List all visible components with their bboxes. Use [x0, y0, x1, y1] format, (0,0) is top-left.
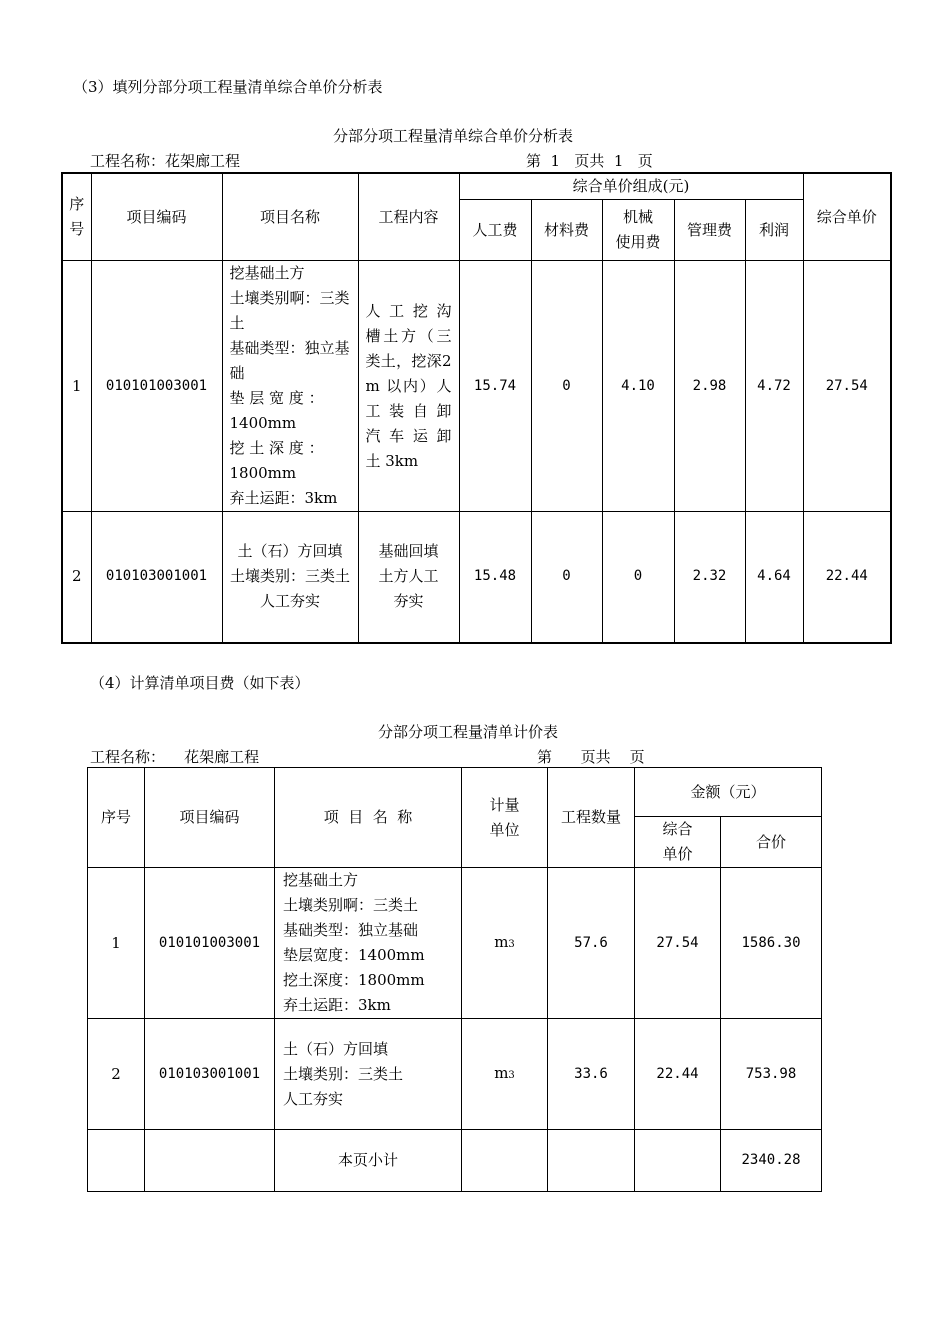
- section4-heading: （4）计算清单项目费（如下表）: [90, 674, 310, 692]
- row1-profit: 4.72: [745, 261, 803, 512]
- header-name: 项目名称: [222, 173, 358, 261]
- header2-unit-price: 综合 单价: [635, 817, 721, 868]
- t2-row2-unit-sup: 3: [508, 1069, 515, 1081]
- subtotal-empty-cell: [88, 1130, 145, 1192]
- header2-code: 项目编码: [145, 768, 275, 868]
- t2-row1-unit-text: m: [494, 932, 509, 951]
- t2-row1-code: 010101003001: [145, 868, 275, 1019]
- row2-labor: 15.48: [459, 512, 531, 643]
- subtotal-row: [88, 1130, 822, 1192]
- table-row: [62, 512, 891, 643]
- row2-code: 010103001001: [91, 512, 222, 643]
- row1-content: 人 工 挖 沟 槽土方（三类土，挖深2m 以内）人工 装 自 卸 汽 车 运 卸土 3km: [358, 261, 459, 512]
- header2-amount: 金额（元）: [635, 768, 822, 817]
- row1-code: 010101003001: [91, 261, 222, 512]
- header-unit-price: 综合单价: [803, 173, 891, 261]
- t2-row1-seq: 1: [88, 868, 145, 1019]
- header-material: 材料费: [531, 200, 602, 261]
- t2-row2-unit: [462, 1019, 548, 1130]
- row2-content: 基础回填 土方人工 夯实: [358, 512, 459, 643]
- row1-unit-price: 27.54: [803, 261, 891, 512]
- row1-management: 2.98: [674, 261, 745, 512]
- subtotal-label: 本页小计: [275, 1130, 462, 1192]
- table1-title: 分部分项工程量清单综合单价分析表: [333, 127, 574, 145]
- t2-row2-unit-text: m: [494, 1063, 509, 1082]
- table1-page-info: 第 1 页共 1 页: [526, 152, 653, 170]
- t2-row1-unit-sup: 3: [508, 938, 515, 950]
- header-composition: 综合单价组成(元): [459, 173, 803, 200]
- t2-row2-name: 土（石）方回填 土壤类别：三类土 人工夯实: [275, 1019, 462, 1130]
- bill-pricing-table: [87, 767, 822, 1192]
- unit-price-analysis-table: [61, 172, 892, 644]
- table-row: [62, 261, 891, 512]
- row1-labor: 15.74: [459, 261, 531, 512]
- table2-title: 分部分项工程量清单计价表: [378, 723, 559, 741]
- t2-row1-name: 挖基础土方 土壤类别啊：三类土 基础类型：独立基础 垫层宽度：1400mm 挖土深度：1800mm 弃土运距：3km: [275, 868, 462, 1019]
- header2-name: 项 目 名 称: [275, 768, 462, 868]
- table2-project-label: 工程名称： 花架廊工程: [90, 748, 260, 766]
- row1-machine: 4.10: [602, 261, 674, 512]
- header2-seq: 序号: [88, 768, 145, 868]
- t2-row1-unit: [462, 868, 548, 1019]
- header2-total: 合价: [721, 817, 822, 868]
- table2-page-info: 第 页共 页: [537, 748, 645, 766]
- t2-row2-seq: 2: [88, 1019, 145, 1130]
- table1-project-label: 工程名称：花架廊工程: [90, 152, 241, 170]
- subtotal-empty-cell: [145, 1130, 275, 1192]
- row1-seq: 1: [62, 261, 91, 512]
- subtotal-empty-cell: [635, 1130, 721, 1192]
- t2-row2-quantity: 33.6: [548, 1019, 635, 1130]
- subtotal-value: 2340.28: [721, 1130, 822, 1192]
- subtotal-empty-cell: [462, 1130, 548, 1192]
- row1-material: 0: [531, 261, 602, 512]
- row2-unit-price: 22.44: [803, 512, 891, 643]
- table-row: [88, 868, 822, 1019]
- table-row: [88, 1019, 822, 1130]
- row2-material: 0: [531, 512, 602, 643]
- header-management: 管理费: [674, 200, 745, 261]
- subtotal-empty-cell: [548, 1130, 635, 1192]
- row1-name: 挖基础土方 土壤类别啊：三类土 基础类型：独立基础 垫 层 宽 度 ：1400mm 挖 土 深 度 ：1800mm 弃土运距：3km: [222, 261, 358, 512]
- section3-heading: （3）填列分部分项工程量清单综合单价分析表: [73, 78, 383, 96]
- row2-name: 土（石）方回填 土壤类别：三类土 人工夯实: [222, 512, 358, 643]
- t2-row2-total: 753.98: [721, 1019, 822, 1130]
- row2-profit: 4.64: [745, 512, 803, 643]
- header-labor: 人工费: [459, 200, 531, 261]
- t2-row2-code: 010103001001: [145, 1019, 275, 1130]
- header-content: 工程内容: [358, 173, 459, 261]
- header-machine: 机械 使用费: [602, 200, 674, 261]
- header-code: 项目编码: [91, 173, 222, 261]
- row2-seq: 2: [62, 512, 91, 643]
- t2-row1-quantity: 57.6: [548, 868, 635, 1019]
- header2-unit: 计量 单位: [462, 768, 548, 868]
- t2-row2-unit-price: 22.44: [635, 1019, 721, 1130]
- row2-machine: 0: [602, 512, 674, 643]
- row2-management: 2.32: [674, 512, 745, 643]
- t2-row1-unit-price: 27.54: [635, 868, 721, 1019]
- header-profit: 利润: [745, 200, 803, 261]
- header2-quantity: 工程数量: [548, 768, 635, 868]
- header-seq: 序 号: [62, 173, 91, 261]
- t2-row1-total: 1586.30: [721, 868, 822, 1019]
